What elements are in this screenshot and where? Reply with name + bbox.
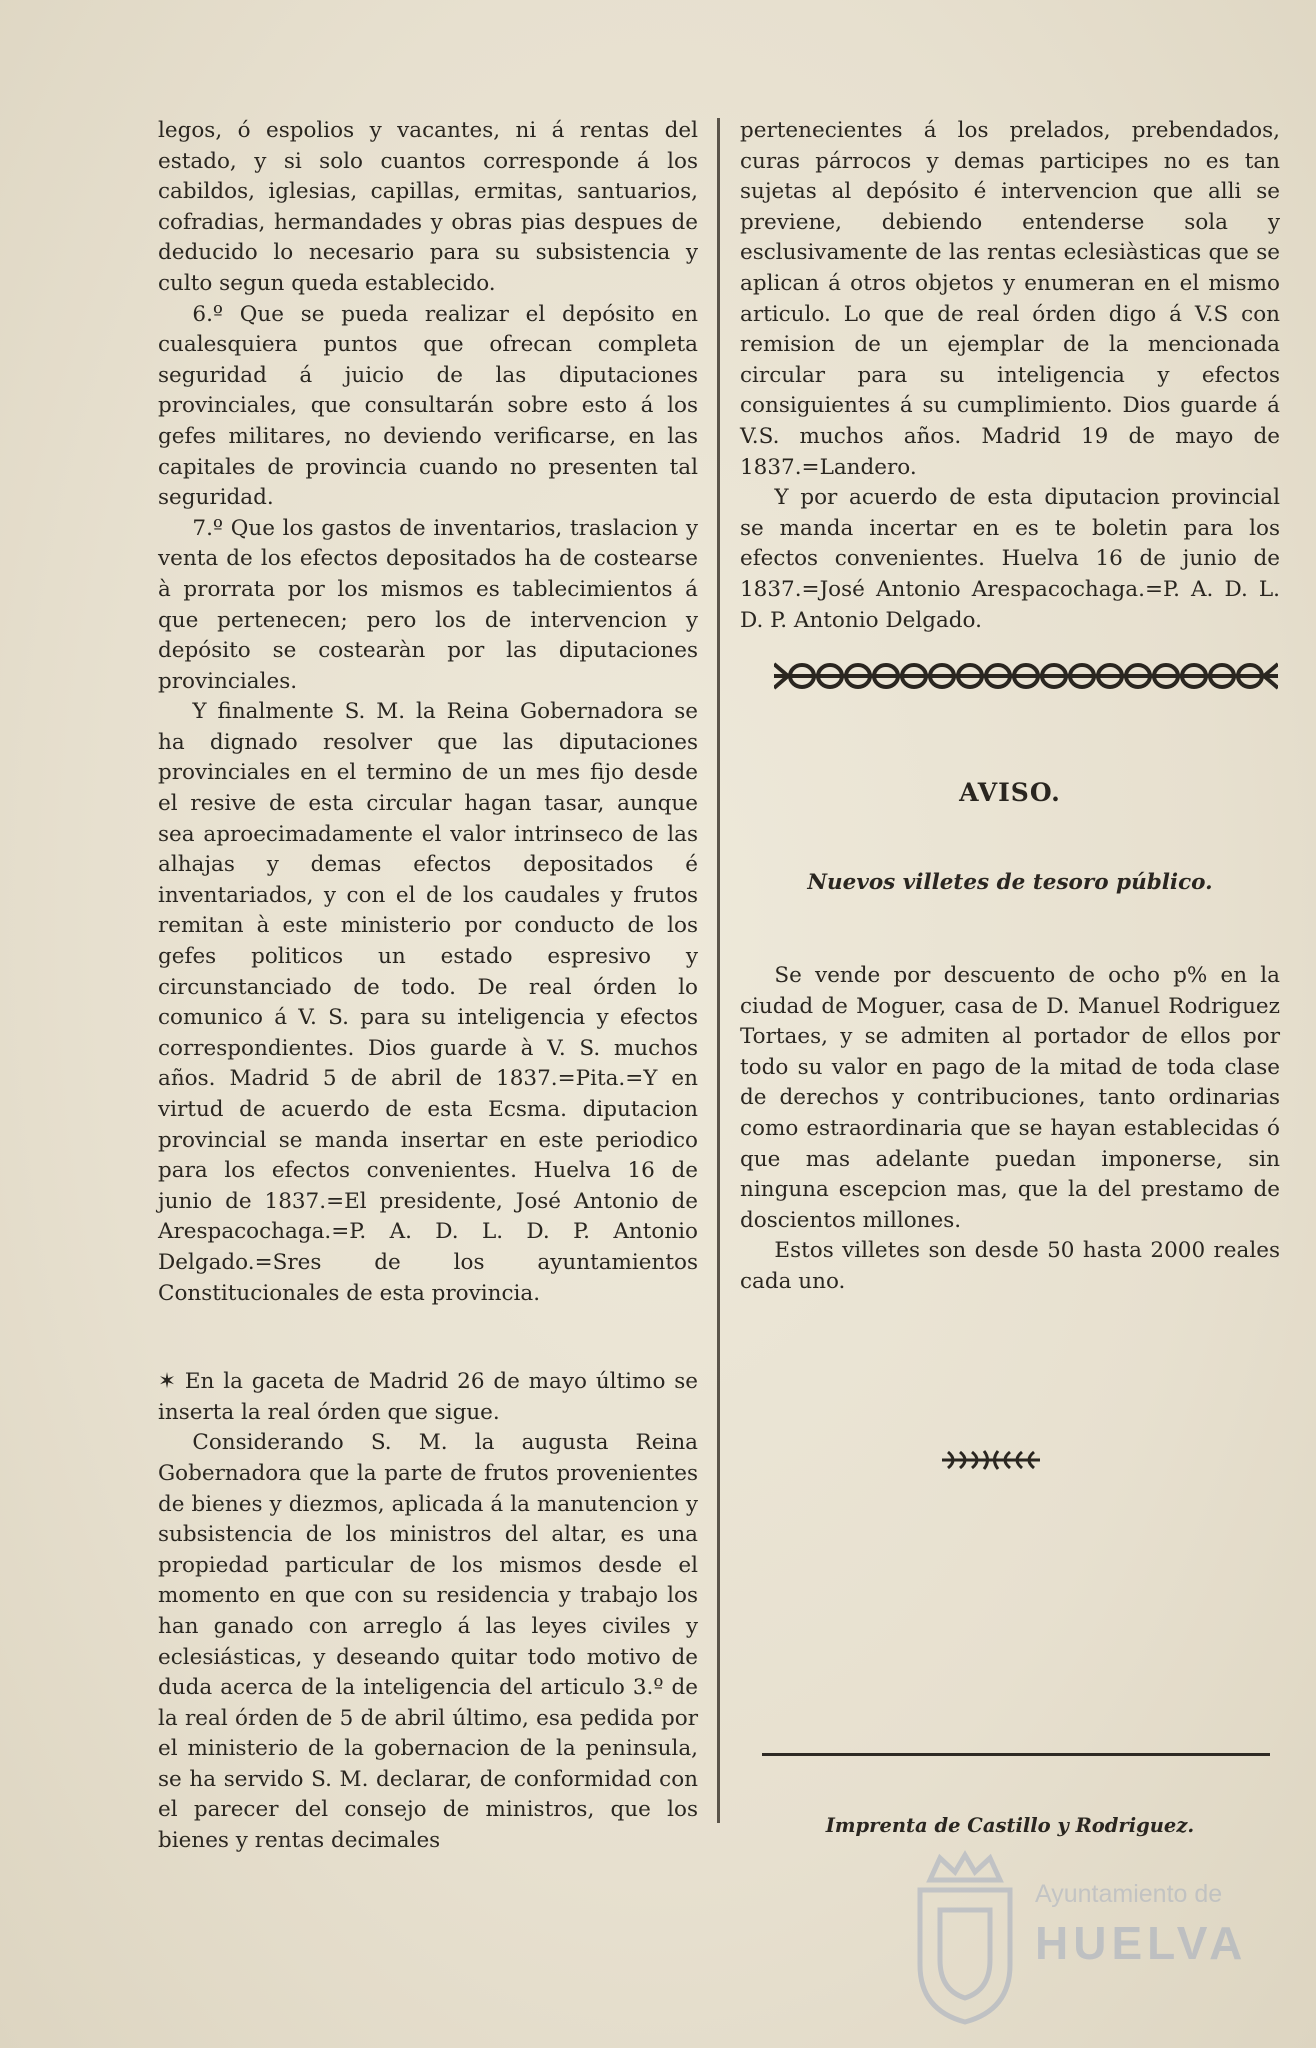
printer-imprint: Imprenta de Castillo y Rodriguez.	[825, 1814, 1195, 1837]
paragraph-item-7: 7.º Que los gastos de inventarios, traslacion y venta de los efectos depositados ha de costearse à prorrata por los mismos es tablecimientos á que pertenecen; pero los de intervencion y depósito se costearàn por las diputaciones provinciales.	[158, 515, 698, 694]
paragraph-acuerdo: Y por acuerdo de esta diputacion provincial se manda incertar en es te boletin para los efectos convenientes. Huelva 16 de junio de 1837.=José Antonio Arespacochaga.=P. A. D. L. D. P. Antonio Delgado.	[740, 485, 1280, 633]
watermark-line2: HUELVA	[1035, 1917, 1248, 1969]
ornamental-border	[774, 660, 1278, 692]
right-column	[740, 116, 1280, 636]
coat-of-arms-icon	[905, 1850, 1025, 2025]
aviso-subtitle-text: Nuevos villetes de tesoro público.	[807, 870, 1213, 895]
paragraph-espolios: legos, ó espolios y vacantes, ni á rentas del estado, y si solo cuantos corresponde á los cabildos, iglesias, capillas, ermitas, santuarios, cofradias, hermandades y obras pias despues de deducido lo necesario para su subsistencia y culto segun queda establecido.	[158, 118, 698, 296]
paragraph-considerando: Considerando S. M. la augusta Reina Gobernadora que la parte de frutos provenientes de bienes y diezmos, aplicada á la manutencion y subsistencia de los ministros del altar, es una propiedad particular de los mismos desde el momento en que con su residencia y trabajo los han ganado con arreglo á las leyes civiles y eclesiásticas, y deseando quitar todo motivo de duda acerca de la inteligencia del articulo 3.º de la real órden de 5 de abril último, esa pedida por el ministerio de la gobernacion de la peninsula, se ha servido S. M. declarar, de conformidad con el parecer del consejo de ministros, que los bienes y rentas decimales	[158, 1430, 698, 1854]
paragraph-item-6: 6.º Que se pueda realizar el depósito en cualesquiera puntos que ofrecan completa seguridad á juicio de las diputaciones provinciales, que consultarán sobre esto á los gefes militares, no deviendo verificarse, en las capitales de provincia cuando no presenten tal seguridad.	[158, 301, 698, 511]
paragraph-finalmente: Y finalmente S. M. la Reina Gobernadora se ha dignado resolver que las diputaciones provinciales en el termino de un mes fijo desde el resive de esta circular hagan tasar, aunque sea aproecimadamente el valor intrinseco de las alhajas y demas efectos depositados é inventariados, y con el de los caudales y frutos remitan à este ministerio por conducto de los gefes politicos un estado espresivo y circunstanciado de todo. De real órden lo comunico á V. S. para su inteligencia y efectos correspondientes. Dios guarde à V. S. muchos años. Madrid 5 de abril de 1837.=Pita.=Y en virtud de acuerdo de esta Ecsma. diputacion provincial se manda insertar en este periodico para los efectos convenientes. Huelva 16 de junio de 1837.=El presidente, José Antonio de Arespacochaga.=P. A. D. L. D. P. Antonio Delgado.=Sres de los ayuntamientos Constitucionales de esta provincia.	[158, 699, 698, 1306]
small-ornament	[938, 1447, 1044, 1473]
horizontal-rule	[762, 1753, 1270, 1756]
paragraph-pertenecientes: pertenecientes á los prelados, prebendados, curas párrocos y demas participes no es tan sujetas al depósito é intervencion que alli se previene, debiendo entenderse sola y esclusivamente de las rentas eclesiàsticas que se aplican á otros objetos y enumeran en el mismo articulo. Lo que de real órden digo á V.S con remision de un ejemplar de la mencionada circular para su inteligencia y efectos consiguientes á su cumplimiento. Dios guarde á V.S. muchos años. Madrid 19 de mayo de 1837.=Landero.	[740, 118, 1280, 480]
paragraph-gaceta: ✶ En la gaceta de Madrid 26 de mayo último se inserta la real órden que sigue.	[158, 1369, 698, 1425]
watermark-line1: Ayuntamiento de	[1035, 1880, 1223, 1908]
aviso-subtitle	[740, 870, 1280, 895]
aviso-body	[740, 961, 1280, 1298]
aviso-title: AVISO.	[959, 778, 1061, 807]
column-divider	[717, 118, 720, 1823]
archive-watermark	[905, 1850, 1285, 2030]
aviso-paragraph-range: Estos villetes son desde 50 hasta 2000 reales cada uno.	[740, 1238, 1280, 1294]
left-column	[158, 116, 698, 1857]
aviso-paragraph-sale: Se vende por descuento de ocho p% en la ciudad de Moguer, casa de D. Manuel Rodriguez Tortaes, y se admiten al portador de ellos por todo su valor en pago de la mitad de toda clase de derechos y contribuciones, tanto ordinarias como estraordinaria que se hayan establecidas ó que mas adelante puedan imponerse, sin ninguna escepcion mas, que la del prestamo de doscientos millones.	[740, 963, 1280, 1233]
